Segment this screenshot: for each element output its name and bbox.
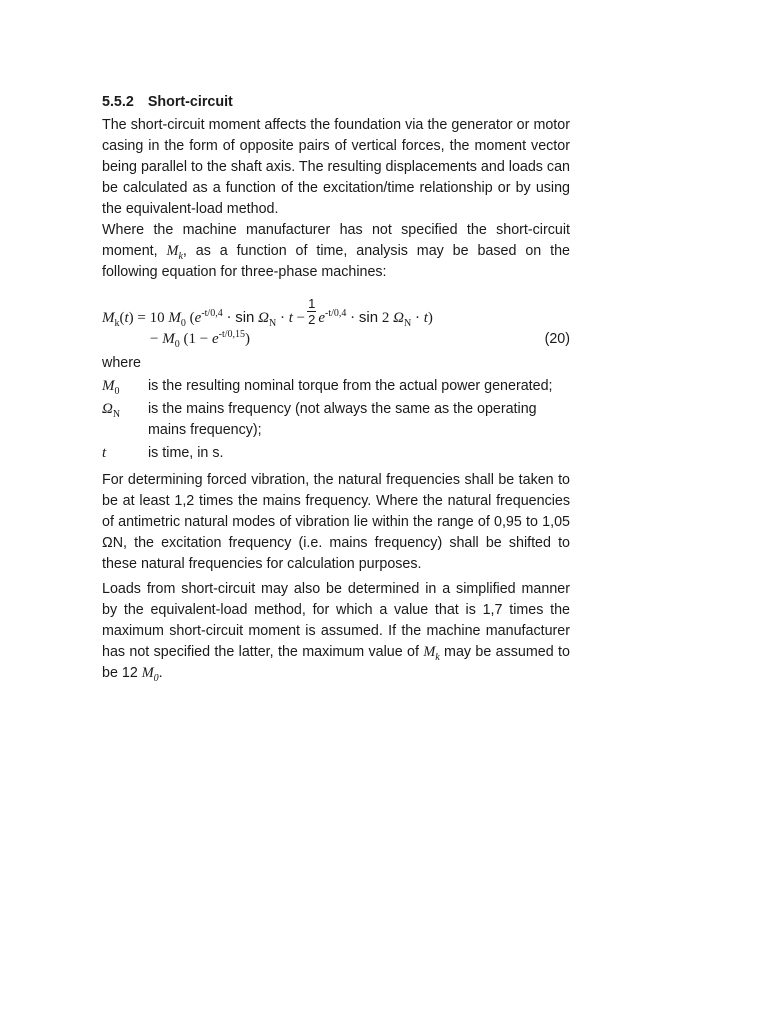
- section-number: 5.5.2: [102, 94, 134, 110]
- definition-t: [102, 443, 570, 464]
- forced-vibration-paragraph: For determining forced vibration, the natural frequencies shall be taken to be at least 1,2 times the mains frequency. Where the natural frequencies of antimetric natural modes of vibration lie within the range of 0,95 to 1,05 ΩN, the excitation frequency (i.e. mains frequency) shall be shifted to these natural frequencies for calculation purposes.: [102, 472, 570, 572]
- m0-symbol: $M_0$: [141, 665, 159, 684]
- machine-paragraph-suffix: , as a function of time, analysis may be based on the following equation for three-phase machines:: [102, 243, 570, 280]
- definition-list: [102, 376, 570, 464]
- machine-paragraph: [102, 220, 570, 283]
- loads-paragraph: [102, 579, 570, 684]
- loads-prefix: Loads from short-circuit may also be determined in a simplified manner by the equivalent-load method, for which a value that is 1,7 times the maximum short-circuit moment is assumed. If the machine manufacturer has not specified the latter, the maximum value of: [102, 581, 570, 660]
- machine-paragraph-prefix: Where the machine manufacturer has not specified the short-circuit moment,: [102, 222, 570, 259]
- equation-line-1: $M_k(t) = 10$ $M_0$ ($e^{-t/0,4} \cdot \sin \Omega_N \cdot t$ − $\frac{1}{2}$ $e^{-t/0,4} \cdot \sin 2$ $\Omega_N \cdot t$): [102, 296, 433, 329]
- section-title: Short-circuit: [147, 94, 233, 110]
- where-label: where: [102, 355, 141, 371]
- loads-end: .: [158, 665, 163, 681]
- fraction-numerator: 1: [308, 296, 316, 312]
- mk-symbol: $M_k$: [166, 243, 183, 262]
- section-heading: [102, 92, 570, 113]
- loads-middle: may be assumed to be 12: [102, 644, 570, 681]
- definition-symbol: t: [102, 445, 107, 461]
- definition-text: is the resulting nominal torque from the actual power generated;: [148, 378, 553, 394]
- equation-number: (20): [544, 331, 570, 347]
- fraction-half: [307, 296, 316, 327]
- text-column: [102, 92, 570, 684]
- definition-omega-n: [102, 399, 570, 441]
- equation-20: [102, 287, 570, 353]
- definition-symbol: $\Omega_N$: [102, 401, 121, 420]
- definition-m0: [102, 376, 570, 397]
- mk-symbol-2: $M_k$: [423, 644, 440, 663]
- definition-symbol: $M_0$: [102, 378, 120, 397]
- definition-text: is time, in s.: [148, 445, 224, 461]
- equation-line-2: − $M_0$ $(1 - e^{-t/0,15})$: [150, 329, 250, 350]
- equation-coefficient: 10: [149, 310, 165, 326]
- exponent-2: -t/0,4: [325, 308, 347, 319]
- definition-text: is the mains frequency (not always the same as the operating mains frequency);: [148, 401, 537, 438]
- fraction-denominator: 2: [308, 312, 316, 328]
- exponent-3: -t/0,15: [218, 329, 245, 340]
- intro-paragraph: The short-circuit moment affects the foundation via the generator or motor casing in the form of opposite pairs of vertical forces, the moment vector being parallel to the shaft axis. The resulting displacements and loads can be calculated as a function of the excitation/time relationship or by using the equivalent-load method.: [102, 117, 570, 217]
- exponent-1: -t/0,4: [201, 308, 223, 319]
